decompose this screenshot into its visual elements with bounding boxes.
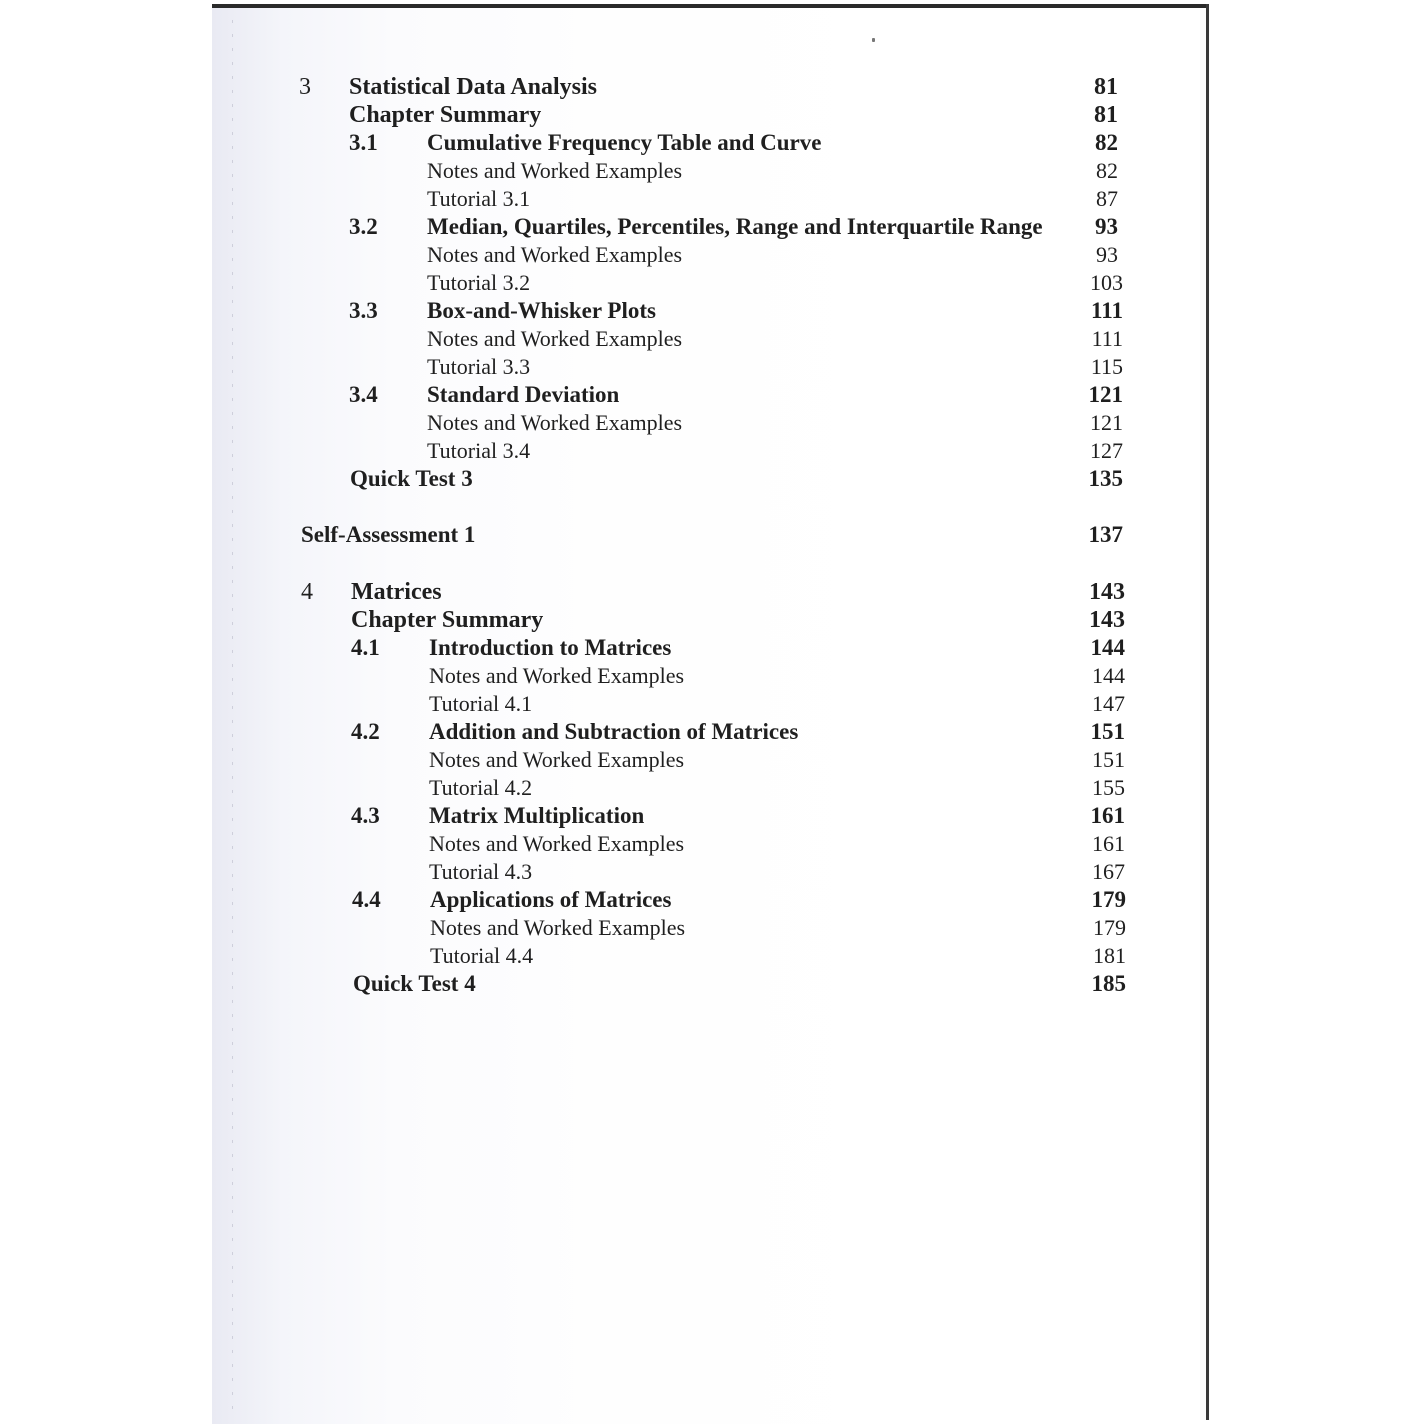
section-3-2-heading[interactable]	[0, 213, 1420, 241]
section-title: Matrix Multiplication	[429, 803, 645, 828]
entry-label: Self-Assessment 1	[301, 522, 476, 547]
section-title: Cumulative Frequency Table and Curve	[427, 130, 822, 155]
entry-label: Notes and Worked Examples	[427, 326, 683, 351]
chapter-number: 3	[299, 74, 311, 100]
section-title: Median, Quartiles, Percentiles, Range and Interquartile Range	[427, 214, 1043, 239]
page-number: 147	[1092, 691, 1125, 716]
section-number: 3.4	[349, 382, 378, 407]
section-number: 4.1	[351, 635, 380, 660]
page-number: 185	[1091, 971, 1126, 996]
section-3-4-heading[interactable]	[0, 381, 1420, 409]
page-number: 143	[1089, 607, 1125, 633]
section-title: Applications of Matrices	[430, 887, 672, 912]
entry-label: Notes and Worked Examples	[429, 663, 685, 688]
page-number: 103	[1090, 270, 1123, 295]
page-number: 161	[1090, 803, 1125, 828]
section-4-1-heading[interactable]	[0, 634, 1420, 662]
entry-label: Quick Test 3	[350, 466, 473, 491]
tutorial-entry[interactable]	[0, 774, 1420, 802]
notes-entry[interactable]	[0, 830, 1420, 858]
page-number: 155	[1092, 775, 1125, 800]
page-number: 87	[1096, 186, 1118, 211]
notes-entry[interactable]	[0, 746, 1420, 774]
chapter-title: Matrices	[351, 579, 442, 605]
entry-label: Chapter Summary	[349, 102, 542, 128]
section-4-2-heading[interactable]	[0, 718, 1420, 746]
page-number: 81	[1094, 102, 1118, 128]
entry-label: Notes and Worked Examples	[427, 158, 683, 183]
section-3-1-heading[interactable]	[0, 129, 1420, 157]
page-number: 111	[1091, 326, 1123, 351]
page-number: 127	[1090, 438, 1123, 463]
section-3-3-heading[interactable]	[0, 297, 1420, 325]
section-title: Box-and-Whisker Plots	[427, 298, 656, 323]
section-4-4-heading[interactable]	[0, 886, 1420, 914]
section-number: 4.2	[351, 719, 380, 744]
page-number: 151	[1090, 719, 1125, 744]
page-number: 121	[1088, 382, 1123, 407]
entry-label: Tutorial 3.4	[427, 438, 531, 463]
entry-label: Chapter Summary	[351, 607, 544, 633]
entry-label: Tutorial 3.3	[427, 354, 531, 379]
chapter-3-summary-entry[interactable]	[0, 101, 1420, 129]
page-number: 115	[1090, 354, 1123, 379]
entry-label: Notes and Worked Examples	[427, 410, 683, 435]
page-number: 144	[1090, 635, 1125, 660]
section-4-3-heading[interactable]	[0, 802, 1420, 830]
chapter-4-summary-entry[interactable]	[0, 606, 1420, 634]
entry-label: Tutorial 3.2	[427, 270, 531, 295]
notes-entry[interactable]	[0, 409, 1420, 437]
entry-label: Notes and Worked Examples	[427, 242, 683, 267]
entry-label: Notes and Worked Examples	[429, 831, 685, 856]
quick-test-3-entry[interactable]	[0, 465, 1420, 493]
tutorial-entry[interactable]	[0, 942, 1420, 970]
entry-label: Notes and Worked Examples	[430, 915, 686, 940]
page-number: 137	[1088, 522, 1123, 547]
chapter-4-heading[interactable]	[0, 578, 1420, 606]
page-number: 82	[1095, 130, 1118, 155]
page-number: 93	[1096, 242, 1118, 267]
page-number: 151	[1092, 747, 1125, 772]
chapter-number: 4	[301, 579, 313, 605]
section-number: 4.4	[352, 887, 381, 912]
section-number: 3.1	[349, 130, 378, 155]
entry-label: Tutorial 4.3	[429, 859, 533, 884]
tutorial-entry[interactable]	[0, 437, 1420, 465]
page-number: 93	[1095, 214, 1118, 239]
section-title: Standard Deviation	[427, 382, 620, 407]
entry-label: Tutorial 4.1	[429, 691, 533, 716]
page-number: 121	[1090, 410, 1123, 435]
notes-entry[interactable]	[0, 157, 1420, 185]
quick-test-4-entry[interactable]	[0, 970, 1420, 998]
entry-label: Tutorial 4.2	[429, 775, 533, 800]
entry-label: Tutorial 4.4	[430, 943, 534, 968]
tutorial-entry[interactable]	[0, 185, 1420, 213]
page-number: 143	[1089, 579, 1125, 605]
chapter-title: Statistical Data Analysis	[349, 74, 598, 100]
page-number: 111	[1091, 298, 1123, 323]
entry-label: Notes and Worked Examples	[429, 747, 685, 772]
page-number: 135	[1088, 466, 1123, 491]
page-number: 179	[1091, 887, 1126, 912]
page-number: 82	[1096, 158, 1118, 183]
tutorial-entry[interactable]	[0, 690, 1420, 718]
section-number: 3.3	[349, 298, 378, 323]
section-title: Addition and Subtraction of Matrices	[429, 719, 799, 744]
entry-label: Tutorial 3.1	[427, 186, 531, 211]
entry-label: Quick Test 4	[353, 971, 476, 996]
self-assessment-entry[interactable]	[0, 521, 1420, 549]
notes-entry[interactable]	[0, 662, 1420, 690]
tutorial-entry[interactable]	[0, 353, 1420, 381]
page-number: 144	[1092, 663, 1125, 688]
page-number: 167	[1092, 859, 1125, 884]
page-number: 81	[1094, 74, 1118, 100]
notes-entry[interactable]	[0, 241, 1420, 269]
section-number: 3.2	[349, 214, 378, 239]
chapter-3-heading[interactable]	[0, 73, 1420, 101]
tutorial-entry[interactable]	[0, 858, 1420, 886]
notes-entry[interactable]	[0, 914, 1420, 942]
tutorial-entry[interactable]	[0, 269, 1420, 297]
section-title: Introduction to Matrices	[429, 635, 672, 660]
page-number: 181	[1093, 943, 1126, 968]
section-number: 4.3	[351, 803, 380, 828]
notes-entry[interactable]	[0, 325, 1420, 353]
page-number: 179	[1093, 915, 1126, 940]
page-number: 161	[1092, 831, 1125, 856]
